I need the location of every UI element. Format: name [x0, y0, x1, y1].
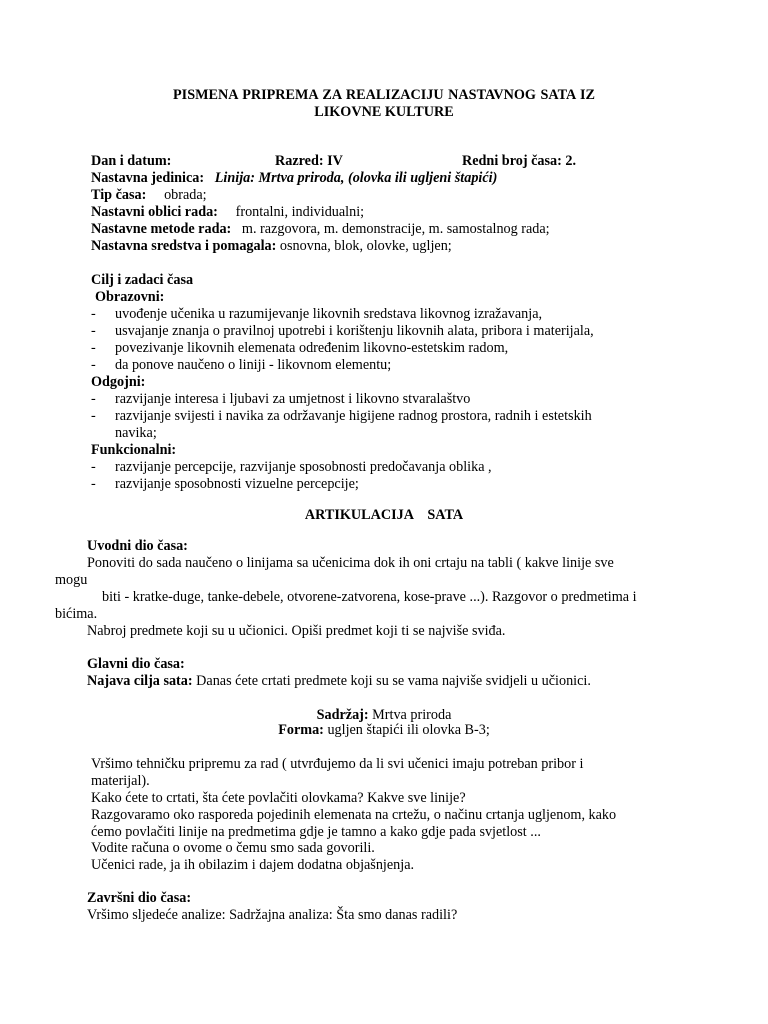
- nastavna-jedinica-value: Linija: Mrtva priroda, (olovka ili ugljeni štapići): [214, 170, 498, 186]
- uvodni-line-1: Ponoviti do sada naučeno o linijama sa učenicima dok ih oni crtaju na tabli ( kakve linije sve: [87, 555, 614, 571]
- tip-casa-row: [91, 187, 207, 204]
- glavni-label: Glavni dio časa:: [87, 656, 185, 672]
- sadrzaj-label: Sadržaj:: [316, 707, 369, 723]
- uvodni-line-2: mogu: [55, 572, 88, 588]
- list-dash: -: [91, 459, 96, 475]
- odgojni-label: Odgojni:: [91, 374, 146, 390]
- funkcionalni-label: Funkcionalni:: [91, 442, 177, 458]
- uvodni-line-5: Nabroj predmete koji su u učionici. Opiši predmet koji ti se najviše sviđa.: [87, 623, 506, 639]
- najava-value: Danas ćete crtati predmete koji su se vama najviše svidjeli u učionici.: [196, 673, 591, 689]
- nastavne-metode-row: [91, 221, 550, 238]
- artikulacija-heading: ARTIKULACIJA SATA: [304, 507, 464, 523]
- uvodni-line-4: bićima.: [55, 606, 98, 622]
- nastavne-metode-value: m. razgovora, m. demonstracije, m. samostalnog rada;: [241, 221, 550, 237]
- nastavna-jedinica-row: [91, 170, 497, 187]
- list-item: razvijanje svijesti i navika za održavanje higijene radnog prostora, radnih i estetskih: [115, 408, 592, 424]
- document-title: [0, 87, 768, 121]
- dan-i-datum-label: Dan i datum:: [91, 153, 172, 169]
- list-item: razvijanje percepcije, razvijanje sposobnosti predočavanja oblika ,: [115, 459, 492, 475]
- list-item: razvijanje sposobnosti vizuelne percepcije;: [115, 476, 359, 492]
- nastavni-oblici-value: frontalni, individualni;: [235, 204, 365, 220]
- sadrzaj-value: Mrtva priroda: [372, 707, 452, 723]
- nastavni-oblici-label: Nastavni oblici rada:: [91, 204, 218, 220]
- glavni-para-5: ćemo povlačiti linije na predmetima gdje je tamno a kako gdje pada svjetlost ...: [91, 824, 541, 840]
- cilj-heading: Cilj i zadaci časa: [91, 272, 194, 288]
- najava-row: [87, 673, 591, 690]
- list-dash: -: [91, 323, 96, 339]
- tip-casa-label: Tip časa:: [91, 187, 147, 203]
- tip-casa-value: obrada;: [164, 187, 207, 203]
- forma-row: [0, 722, 768, 739]
- list-item: usvajanje znanja o pravilnoj upotrebi i korištenju likovnih alata, pribora i materijala,: [115, 323, 594, 339]
- list-dash: -: [91, 476, 96, 492]
- title-line-2: LIKOVNE KULTURE: [314, 104, 454, 120]
- nastavna-sredstva-row: [91, 238, 452, 255]
- list-dash: -: [91, 306, 96, 322]
- zavrsni-line-1: Vršimo sljedeće analize: Sadržajna analiza: Šta smo danas radili?: [87, 907, 458, 923]
- glavni-para-6: Vodite računa o ovome o čemu smo sada govorili.: [91, 840, 375, 856]
- nastavna-sredstva-label: Nastavna sredstva i pomagala:: [91, 238, 277, 254]
- uvodni-label: Uvodni dio časa:: [87, 538, 188, 554]
- glavni-para-1: Vršimo tehničku pripremu za rad ( utvrđujemo da li svi učenici imaju potreban pribor i: [91, 756, 584, 772]
- list-dash: -: [91, 340, 96, 356]
- nastavna-sredstva-value: osnovna, blok, olovke, ugljen;: [279, 238, 452, 254]
- forma-label: Forma:: [278, 722, 324, 738]
- list-dash: -: [91, 391, 96, 407]
- redni-broj-label: Redni broj časa: 2.: [462, 153, 577, 169]
- nastavna-jedinica-label: Nastavna jedinica:: [91, 170, 205, 186]
- nastavne-metode-label: Nastavne metode rada:: [91, 221, 232, 237]
- glavni-para-2: materijal).: [91, 773, 150, 789]
- list-dash: -: [91, 357, 96, 373]
- najava-label: Najava cilja sata:: [87, 673, 193, 689]
- list-item: da ponove naučeno o liniji - likovnom elementu;: [115, 357, 392, 373]
- list-item: razvijanje interesa i ljubavi za umjetnost i likovno stvaralaštvo: [115, 391, 471, 407]
- obrazovni-label: Obrazovni:: [95, 289, 165, 305]
- title-line-1: PISMENA PRIPREMA ZA REALIZACIJU NASTAVNOG SATA IZ: [173, 87, 595, 103]
- list-item: povezivanje likovnih elemenata određenim likovno-estetskim radom,: [115, 340, 509, 356]
- forma-value: ugljen štapići ili olovka B-3;: [327, 722, 490, 738]
- glavni-para-7: Učenici rade, ja ih obilazim i dajem dodatna objašnjenja.: [91, 857, 415, 873]
- uvodni-line-3: biti - kratke-duge, tanke-debele, otvorene-zatvorena, kose-prave ...). Razgovor o predmetima i: [102, 589, 637, 605]
- list-item: uvođenje učenika u razumijevanje likovnih sredstava likovnog izražavanja,: [115, 306, 543, 322]
- list-dash: -: [91, 408, 96, 424]
- glavni-para-3: Kako ćete to crtati, šta ćete povlačiti olovkama? Kakve sve linije?: [91, 790, 466, 806]
- nastavni-oblici-row: [91, 204, 364, 221]
- list-item-continuation: navika;: [115, 425, 157, 441]
- glavni-para-4: Razgovaramo oko rasporeda pojedinih elemenata na crtežu, o načinu crtanja ugljenom, kako: [91, 807, 617, 823]
- zavrsni-label: Završni dio časa:: [87, 890, 192, 906]
- razred-label: Razred: IV: [275, 153, 343, 169]
